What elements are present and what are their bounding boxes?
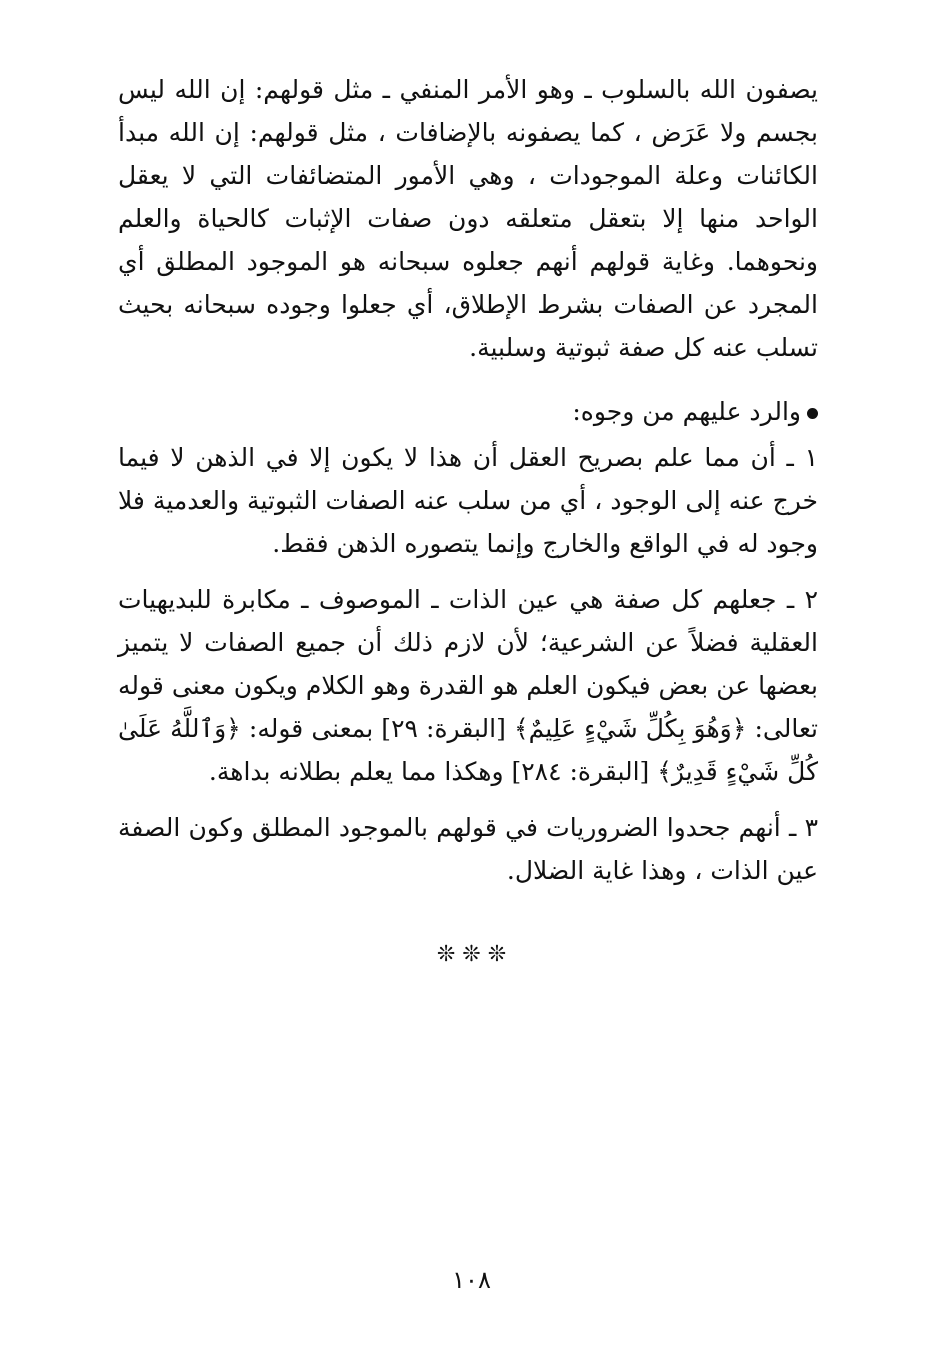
bullet-paragraph — [118, 390, 818, 433]
section-separator: ❊ ❊ ❊ — [436, 942, 507, 967]
list-item-2: ٢ ـ جعلهم كل صفة هي عين الذات ـ الموصوف ـ مكابرة للبديهيات العقلية فضلاً عن الشرعية؛ لأن لازم ذلك أن جميع الصفات لا يتميز بعضها عن بعض فيكون العلم هو القدرة وهو الكلام ويكون معنى قوله تعالى: ﴿وَهُوَ بِكُلِّ شَيْءٍ عَلِيمٌ﴾ [البقرة: ٢٩] بمعنى قوله: ﴿وَٱللَّهُ عَلَىٰ كُلِّ شَيْءٍ قَدِيرٌ﴾ [البقرة: ٢٨٤] وهكذا مما يعلم بطلانه بداهة. — [118, 585, 818, 786]
list-item-3: ٣ ـ أنهم جحدوا الضروريات في قولهم بالموجود المطلق وكون الصفة عين الذات ، وهذا غاية الضلال. — [118, 813, 818, 885]
page-number: ١٠٨ — [452, 1266, 491, 1294]
bullet-text: والرد عليهم من وجوه: — [572, 397, 801, 426]
intro-paragraph: يصفون الله بالسلوب ـ وهو الأمر المنفي ـ مثل قولهم: إن الله ليس بجسم ولا عَرَض ، كما يصفونه بالإضافات ، مثل قولهم: إن الله مبدأ الكائنات وعلة الموجودات ، وهي الأمور المتضائفات التي لا يعقل الواحد منها إلا بتعقل متعلقه دون صفات الإثبات كالحياة والعلم ونحوهما. وغاية قولهم أنهم جعلوه سبحانه هو الموجود المطلق أي المجرد عن الصفات بشرط الإطلاق، أي جعلوا وجوده سبحانه بحيث تسلب عنه كل صفة ثبوتية وسلبية. — [118, 75, 818, 362]
bullet-icon — [807, 408, 818, 419]
list-item-1: ١ ـ أن مما علم بصريح العقل أن هذا لا يكون إلا في الذهن لا فيما خرج عنه إلى الوجود ، أي من سلب عنه الصفات الثبوتية والعدمية فلا وجود له في الواقع والخارج وإنما يتصوره الذهن فقط. — [118, 443, 818, 558]
